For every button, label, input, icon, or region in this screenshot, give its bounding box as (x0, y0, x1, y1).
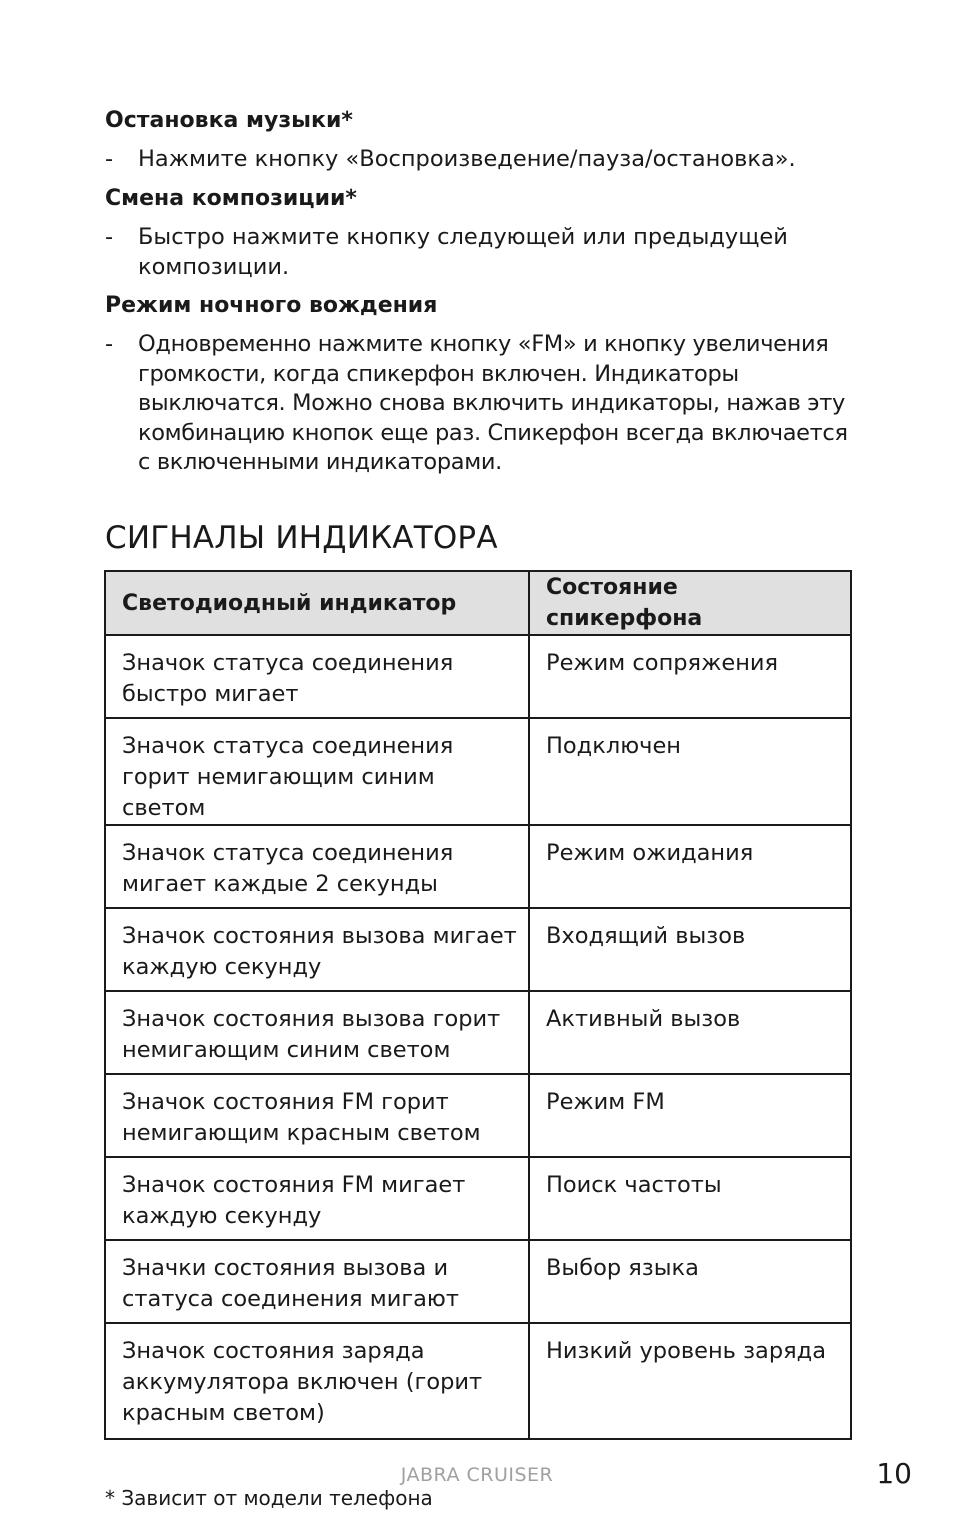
heading-stop-music: Остановка музыки* (105, 108, 353, 133)
table-row (105, 825, 851, 908)
led-table (104, 570, 852, 1440)
led-cell: Значок состояния вызова горит немигающим синим светом (105, 991, 529, 1074)
bullet-dash: - (105, 224, 114, 250)
table-row (105, 1074, 851, 1157)
state-cell: Подключен (529, 718, 851, 825)
led-cell: Значок состояния вызова мигает каждую секунду (105, 908, 529, 991)
table-row (105, 1157, 851, 1240)
state-cell: Активный вызов (529, 991, 851, 1074)
bullet-text: Одновременно нажмите кнопку «FM» и кнопку увеличения громкости, когда спикерфон включен. Индикаторы выключатся. Можно снова включить индикаторы, нажав эту комбинацию кнопок еще раз. Спикерфон всегда включается с включенными индикаторами. (138, 331, 848, 475)
bullet-text: Нажмите кнопку «Воспроизведение/пауза/остановка». (138, 146, 796, 172)
column-header-state: Состояние спикерфона (529, 571, 851, 635)
led-cell: Значки состояния вызова и статуса соединения мигают (105, 1240, 529, 1323)
bullet-change-track (105, 223, 865, 282)
led-cell: Значок статуса соединения быстро мигает (105, 635, 529, 718)
bullet-dash: - (105, 331, 114, 357)
led-cell: Значок состояния заряда аккумулятора включен (горит красным светом) (105, 1323, 529, 1439)
led-cell: Значок статуса соединения мигает каждые 2 секунды (105, 825, 529, 908)
footnote: * Зависит от модели телефона (105, 1486, 433, 1510)
state-cell: Режим FM (529, 1074, 851, 1157)
led-cell: Значок статуса соединения горит немигающим синим светом (105, 718, 529, 825)
table-row (105, 908, 851, 991)
section-title-led: СИГНАЛЫ ИНДИКАТОРА (105, 520, 498, 556)
table-row (105, 991, 851, 1074)
state-cell: Режим сопряжения (529, 635, 851, 718)
state-cell: Низкий уровень заряда (529, 1323, 851, 1439)
bullet-dash: - (105, 146, 114, 172)
table-row (105, 1323, 851, 1439)
heading-night-mode: Режим ночного вождения (105, 293, 438, 318)
led-cell: Значок состояния FM мигает каждую секунду (105, 1157, 529, 1240)
led-cell: Значок состояния FM горит немигающим красным светом (105, 1074, 529, 1157)
state-cell: Выбор языка (529, 1240, 851, 1323)
bullet-text: Быстро нажмите кнопку следующей или предыдущей композиции. (138, 224, 788, 280)
bullet-stop-music (105, 145, 865, 175)
table-row (105, 1240, 851, 1323)
bullet-night-mode (105, 330, 865, 478)
column-header-led: Светодиодный индикатор (105, 571, 529, 635)
table-header-row (105, 571, 851, 635)
table-row (105, 635, 851, 718)
table-row (105, 718, 851, 825)
heading-change-track: Смена композиции* (105, 186, 357, 211)
state-cell: Режим ожидания (529, 825, 851, 908)
state-cell: Поиск частоты (529, 1157, 851, 1240)
footer-brand: JABRA CRUISER (400, 1464, 554, 1486)
state-cell: Входящий вызов (529, 908, 851, 991)
page-number: 10 (876, 1457, 912, 1490)
